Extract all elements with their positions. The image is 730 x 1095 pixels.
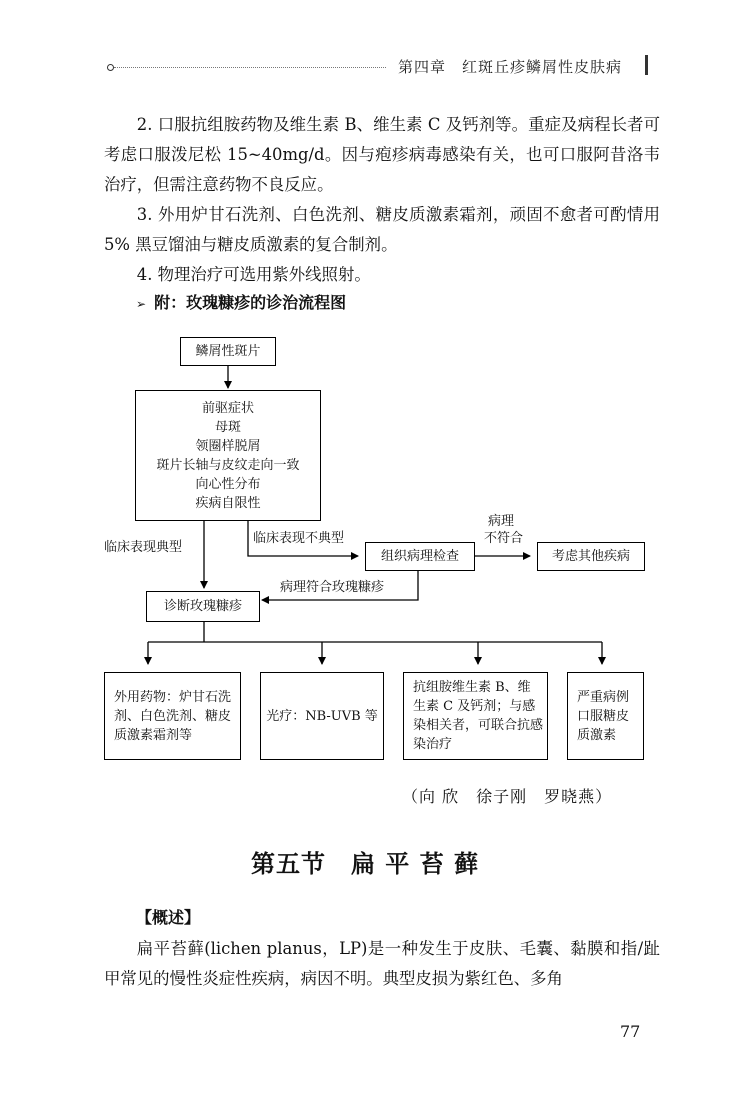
paragraph-topical: 3. 外用炉甘石洗剂、白色洗剂、糖皮质激素霜剂，顽固不愈者可酌情用 5% 黑豆馏油与糖皮质激素的复合制剂。 [104, 205, 660, 254]
flow-start-scaly-patch: 鳞屑性斑片 [180, 337, 276, 366]
running-header: 第四章 红斑丘疹鳞屑性皮肤病 [398, 58, 623, 76]
flow-treatment-phototherapy: 光疗：NB-UVB 等 [260, 672, 384, 760]
flow-clinical-features [135, 390, 321, 521]
treatment-text: 严重病例口服糖皮质激素 [577, 689, 630, 743]
label-typical-presentation: 临床表现典型 [104, 540, 183, 555]
arrow-bullet-icon: ➢ [136, 297, 147, 311]
feature-item: 领圈样脱屑 [195, 438, 261, 454]
paragraph-physical: 4. 物理治疗可选用紫外线照射。 [136, 265, 371, 284]
treatment-text: 抗组胺维生素 B、维生素 C 及钙剂；与感染相关者，可联合抗感染治疗 [413, 680, 544, 752]
overview-label: 【概述】 [136, 908, 201, 927]
appendix-title: 附：玫瑰糠疹的诊治流程图 [154, 293, 347, 312]
flow-diagnosis: 诊断玫瑰糠疹 [146, 591, 260, 622]
label-not-matching: 不符合 [484, 531, 524, 546]
flow-treatment-topical [104, 672, 241, 760]
section-title: 第五节 扁 平 苔 藓 [250, 849, 480, 878]
paragraph-oral-drugs: 2. 口服抗组胺药物及维生素 B、维生素 C 及钙剂等。重症及病程长者可考虑口服泼尼松 15~40mg/d。因与疱疹病毒感染有关，也可口服阿昔洛韦治疗，但需注意药物不良反应。 [104, 115, 660, 194]
feature-item: 前驱症状 [201, 400, 254, 416]
page-number: 77 [620, 1022, 641, 1041]
authors: （向 欣 徐子刚 罗晓燕） [402, 787, 613, 806]
feature-item: 母斑 [214, 419, 241, 435]
flow-treatment-antihistamine [403, 672, 548, 760]
feature-item: 向心性分布 [195, 476, 261, 492]
overview-body [104, 934, 660, 994]
flow-histopathology: 组织病理检查 [365, 542, 475, 571]
flow-treatment-steroids [567, 672, 644, 760]
label-pathology: 病理 [488, 514, 515, 529]
feature-item: 疾病自限性 [195, 495, 261, 511]
treatment-text: 外用药物：炉甘石洗剂、白色洗剂、糖皮质激素霜剂等 [114, 689, 232, 743]
label-atypical-presentation: 临床表现不典型 [253, 531, 345, 546]
feature-item: 斑片长轴与皮纹走向一致 [156, 457, 300, 473]
label-pathology-matches: 病理符合玫瑰糠疹 [280, 580, 385, 595]
paragraph-overview: 扁平苔藓(lichen planus，LP)是一种发生于皮肤、毛囊、黏膜和指/趾甲常见的慢性炎症性疾病，病因不明。典型皮损为紫红色、多角 [104, 939, 660, 988]
flow-other-disease: 考虑其他疾病 [537, 542, 645, 571]
